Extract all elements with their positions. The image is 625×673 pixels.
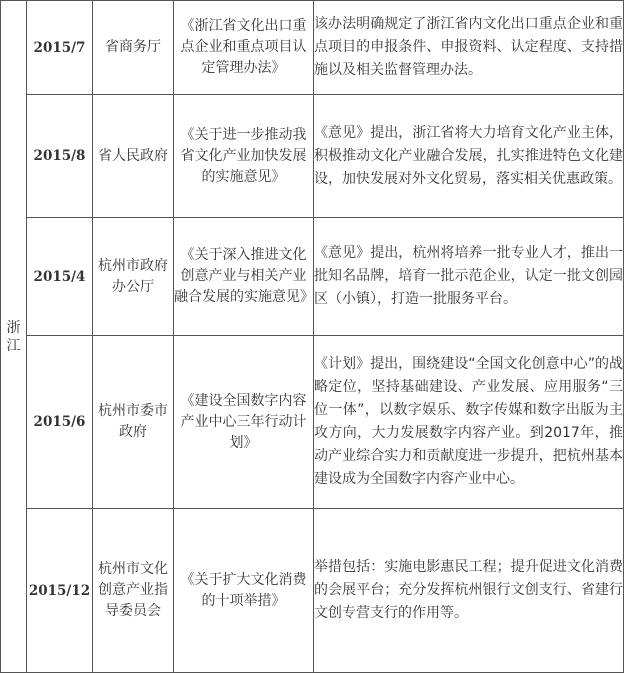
- region-cell: [1, 1, 27, 673]
- description-cell: 《意见》提出，杭州将培养一批专业人才，推出一批知名品牌，培育一批示范企业，认定一批文创园区（小镇），打造一批服务平台。: [314, 218, 624, 336]
- policy-title-cell: 《关于深入推进文化创意产业与相关产业融合发展的实施意见》: [174, 218, 314, 336]
- table-row: [1, 1, 624, 95]
- table-row: [1, 218, 624, 336]
- region-label: 浙江: [6, 319, 21, 354]
- agency-cell: 省人民政府: [93, 95, 174, 218]
- agency-cell: 杭州市文化创意产业指导委员会: [93, 509, 174, 673]
- table-row: [1, 336, 624, 509]
- policy-title-cell: 《浙江省文化出口重点企业和重点项目认定管理办法》: [174, 1, 314, 95]
- date-cell: 2015/6: [27, 336, 93, 509]
- date-cell: 2015/8: [27, 95, 93, 218]
- agency-cell: 杭州市委市政府: [93, 336, 174, 509]
- date-cell: 2015/12: [27, 509, 93, 673]
- agency-cell: 杭州市政府办公厅: [93, 218, 174, 336]
- table-row: [1, 509, 624, 673]
- agency-cell: 省商务厅: [93, 1, 174, 95]
- description-cell: 《计划》提出，围绕建设“全国文化创意中心”的战略定位，坚持基础建设、产业发展、应用服务“三位一体”，以数字娱乐、数字传媒和数字出版为主攻方向，大力发展数字内容产业。到2017年，推动产业综合实力和贡献度进一步提升，把杭州基本建设成为全国数字内容产业中心。: [314, 336, 624, 509]
- policy-title-cell: 《关于进一步推动我省文化产业加快发展的实施意见》: [174, 95, 314, 218]
- description-cell: 举措包括：实施电影惠民工程；提升促进文化消费的会展平台；充分发挥杭州银行文创支行、省建行文创专营支行的作用等。: [314, 509, 624, 673]
- description-cell: 《意见》提出，浙江省将大力培育文化产业主体，积极推动文化产业融合发展，扎实推进特色文化建设，加快发展对外文化贸易，落实相关优惠政策。: [314, 95, 624, 218]
- policy-title-cell: 《关于扩大文化消费的十项举措》: [174, 509, 314, 673]
- policy-title-cell: 《建设全国数字内容产业中心三年行动计划》: [174, 336, 314, 509]
- description-cell: 该办法明确规定了浙江省内文化出口重点企业和重点项目的申报条件、申报资料、认定程度、支持措施以及相关监督管理办法。: [314, 1, 624, 95]
- table-row: [1, 95, 624, 218]
- date-cell: 2015/4: [27, 218, 93, 336]
- date-cell: 2015/7: [27, 1, 93, 95]
